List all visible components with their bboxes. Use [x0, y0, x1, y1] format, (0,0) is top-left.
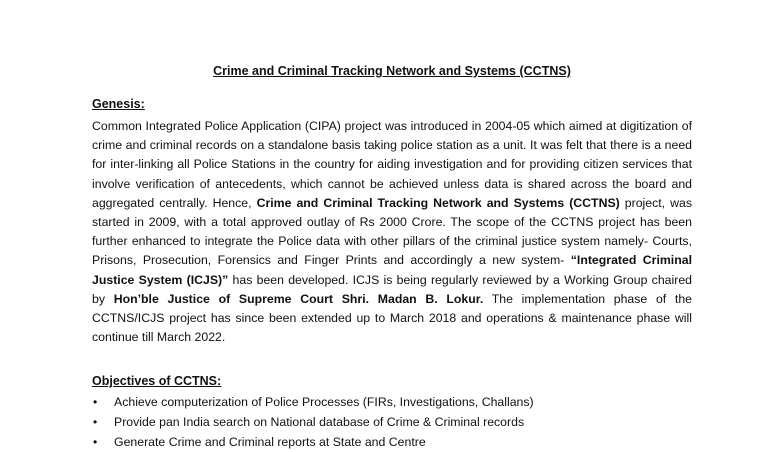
paragraph-bold-segment: Hon’ble Justice of Supreme Court Shri. Madan B. Lokur. [113, 291, 484, 306]
paragraph-text-segment: project, was started in 2009, with a total approved outlay of Rs 2000 Crore. The scope of the CCTNS project has been further enhanced to integrate the Police data with other pillars of the criminal justice system namely- Courts, Prisons, Prosecution, Forensics and Finger Prints and accordingly a new system- [92, 195, 692, 268]
objective-list-item [92, 432, 712, 452]
paragraph-text-segment: The implementation phase of the CCTNS/ICJS project has since been extended up to March 2018 and operations & maintenance phase will continue till March 2022. [92, 291, 693, 345]
paragraph-text-segment: Common Integrated Police Application (CIPA) project was introduced in 2004-05 which aimed at digitization of crime and criminal records on a standalone basis taking police station as a unit. It was felt that there is a need for inter-linking all Police Stations in the country for aiding investigation and for providing citizen services that involve verification of antecedents, which cannot be achieved unless data is shared across the board and aggregated centrally. Hence, [92, 119, 692, 210]
paragraph-bold-segment: Crime and Criminal Tracking Network and Systems (CCTNS) [256, 195, 620, 210]
bullet-icon: • [93, 395, 98, 409]
genesis-heading: Genesis: [92, 97, 145, 111]
objective-text: Achieve computerization of Police Processes (FIRs, Investigations, Challans) [114, 395, 534, 409]
genesis-paragraph [92, 117, 692, 347]
bullet-icon: • [93, 415, 98, 429]
objectives-list [92, 392, 712, 452]
paragraph-text-segment: has been developed. ICJS is being regularly reviewed by a Working Group chaired by [92, 272, 692, 306]
bullet-icon: • [93, 435, 98, 449]
objectives-heading: Objectives of CCTNS: [92, 374, 222, 388]
objective-text: Provide pan India search on National database of Crime & Criminal records [114, 415, 525, 429]
objective-list-item [92, 392, 712, 412]
objective-text: Generate Crime and Criminal reports at State and Centre [114, 435, 426, 449]
document-title: Crime and Criminal Tracking Network and Systems (CCTNS) [213, 64, 571, 78]
paragraph-bold-segment: “Integrated Criminal Justice System (ICJS)” [92, 253, 692, 287]
objective-list-item [92, 412, 712, 432]
